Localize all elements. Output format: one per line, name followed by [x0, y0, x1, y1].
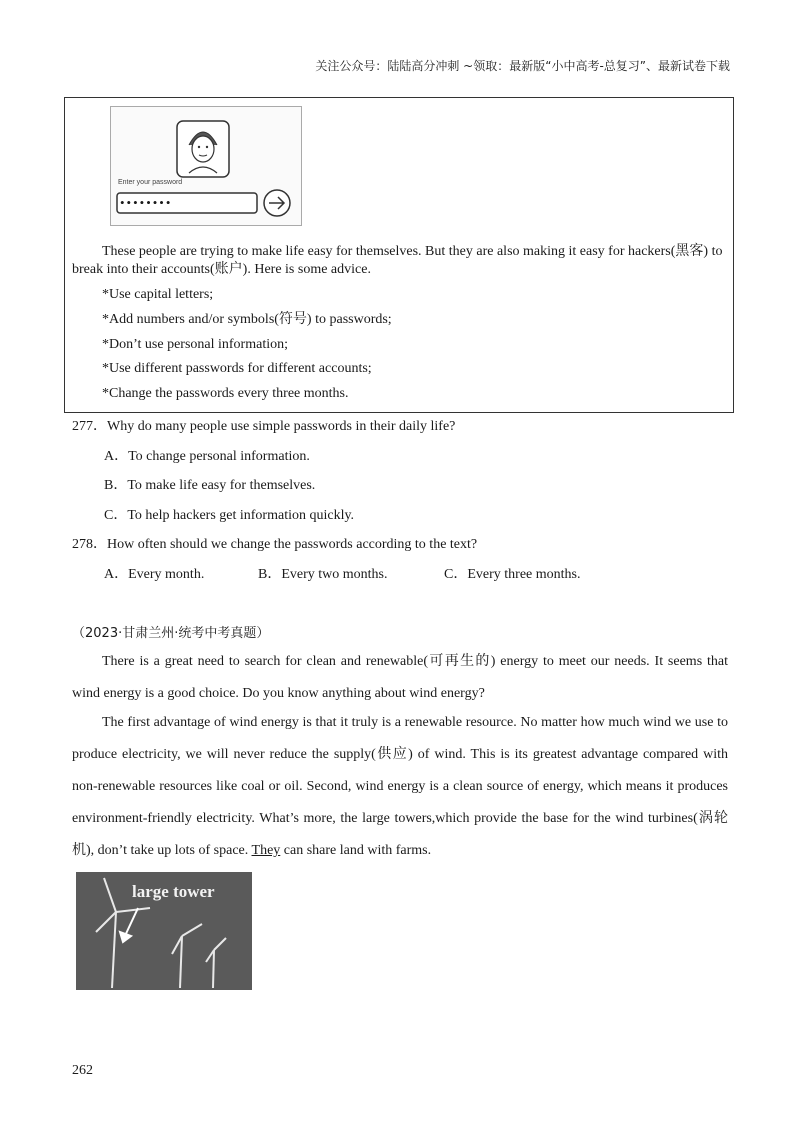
advice-item: *Change the passwords every three months. [102, 386, 349, 401]
question-278-option-b: B．Every two months. [258, 567, 388, 582]
question-277-option-a: A．To change personal information. [104, 449, 310, 464]
question-278-stem: 278．How often should we change the passwords according to the text? [72, 537, 478, 552]
advice-item: *Use capital letters; [102, 287, 214, 302]
question-277-option-c: C．To help hackers get information quickly. [104, 508, 355, 523]
underlined-word: They [251, 843, 281, 858]
advice-item: *Use different passwords for different accounts; [102, 361, 372, 376]
question-277-option-b: B．To make life easy for themselves. [104, 478, 316, 493]
paragraph-2-text: The first advantage of wind energy is that it truly is a renewable resource. No matter how much wind we use to produce electricity, we will never reduce the supply(供应) of wind. This is its greatest advantage compared with non-renewable resources like coal or oil. Second, wind energy is a clean source of energy, which means it produces environment-friendly electricity. What’s more, the large towers,which provide the base for the wind turbines(涡轮机), don’t take up lots of space. [72, 715, 728, 858]
advice-item: *Don’t use personal information; [102, 337, 288, 352]
page-number: 262 [72, 1063, 93, 1078]
image-label: large tower [132, 882, 215, 901]
paragraph-2 [72, 707, 728, 867]
question-277-stem: 277．Why do many people use simple passwords in their daily life? [72, 419, 456, 434]
intro-line-1: These people are trying to make life easy for themselves. But they are also making it easy for hackers(黑客) to [102, 244, 723, 259]
paragraph-2-end: can share land with farms. [280, 843, 432, 858]
passage-source: （2023·甘肃兰州·统考中考真题） [72, 626, 270, 641]
question-278-option-c: C．Every three months. [444, 567, 581, 582]
advice-item: *Add numbers and/or symbols(符号) to passwords; [102, 312, 392, 327]
question-278-option-a: A．Every month. [104, 567, 205, 582]
page-header: 关注公众号：陆陆高分冲刺 ~领取：最新版“小中高考-总复习”、最新试卷下载 [315, 59, 730, 73]
paragraph-1: There is a great need to search for clean and renewable(可再生的) energy to meet our needs. It seems that wind energy is a good choice. Do you know anything about wind energy? [72, 654, 728, 701]
password-caption: Enter your password [118, 179, 183, 186]
password-mask: •••••••• [120, 195, 173, 210]
intro-line-2: break into their accounts(账户). Here is some advice. [72, 262, 371, 277]
